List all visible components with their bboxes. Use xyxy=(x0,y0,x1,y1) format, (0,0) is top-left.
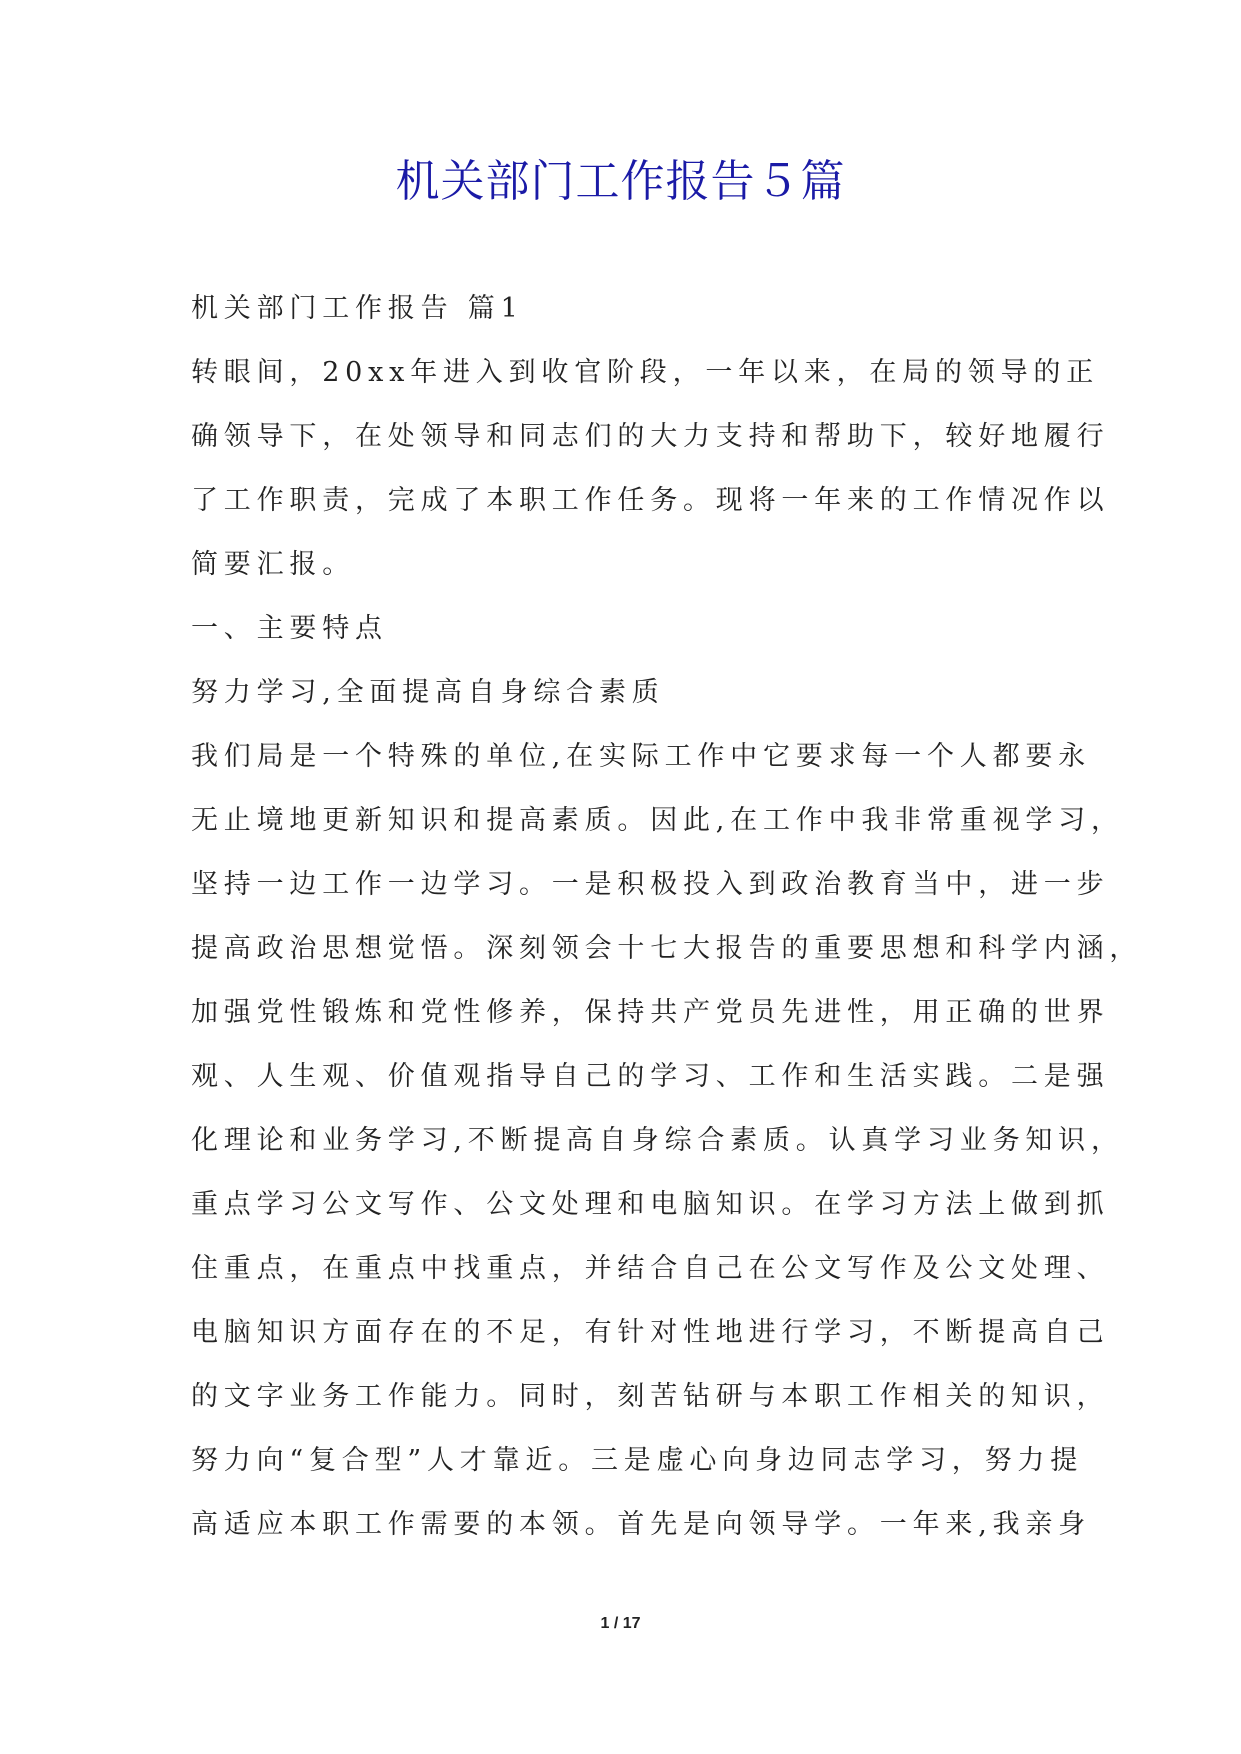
page-number: 1 / 17 xyxy=(600,1615,641,1632)
body-line: 简要汇报。 xyxy=(191,549,355,580)
body-line: 转眼间，20xx年进入到收官阶段，一年以来，在局的领导的正 xyxy=(191,357,1100,388)
body-line: 的文字业务工作能力。同时，刻苦钻研与本职工作相关的知识， xyxy=(191,1381,1110,1412)
body-line: 提高政治思想觉悟。深刻领会十七大报告的重要思想和科学内涵， xyxy=(191,933,1143,964)
page-title: 机关部门工作报告５篇 xyxy=(395,156,846,207)
body-line: 住重点，在重点中找重点，并结合自己在公文写作及公文处理、 xyxy=(191,1253,1110,1284)
subheading-main-features: 一、主要特点 xyxy=(191,613,388,644)
body-line: 化理论和业务学习,不断提高自身综合素质。认真学习业务知识， xyxy=(191,1125,1124,1156)
body-line: 加强党性锻炼和党性修养，保持共产党员先进性，用正确的世界 xyxy=(191,997,1110,1028)
subheading-study: 努力学习,全面提高自身综合素质 xyxy=(191,677,665,708)
body-line: 高适应本职工作需要的本领。首先是向领导学。一年来,我亲身 xyxy=(191,1509,1091,1540)
body-line: 努力向“复合型”人才靠近。三是虚心向身边同志学习，努力提 xyxy=(191,1445,1084,1476)
body-line: 我们局是一个特殊的单位,在实际工作中它要求每一个人都要永 xyxy=(191,741,1091,772)
body-line: 电脑知识方面存在的不足，有针对性地进行学习，不断提高自己 xyxy=(191,1317,1110,1348)
body-line: 坚持一边工作一边学习。一是积极投入到政治教育当中，进一步 xyxy=(191,869,1110,900)
section-heading-1: 机关部门工作报告 篇1 xyxy=(191,293,524,324)
body-line: 无止境地更新知识和提高素质。因此,在工作中我非常重视学习， xyxy=(191,805,1124,836)
body-line: 重点学习公文写作、公文处理和电脑知识。在学习方法上做到抓 xyxy=(191,1189,1110,1220)
body-line: 了工作职责，完成了本职工作任务。现将一年来的工作情况作以 xyxy=(191,485,1110,516)
body-line: 确领导下，在处领导和同志们的大力支持和帮助下，较好地履行 xyxy=(191,421,1110,452)
body-line: 观、人生观、价值观指导自己的学习、工作和生活实践。二是强 xyxy=(191,1061,1110,1092)
